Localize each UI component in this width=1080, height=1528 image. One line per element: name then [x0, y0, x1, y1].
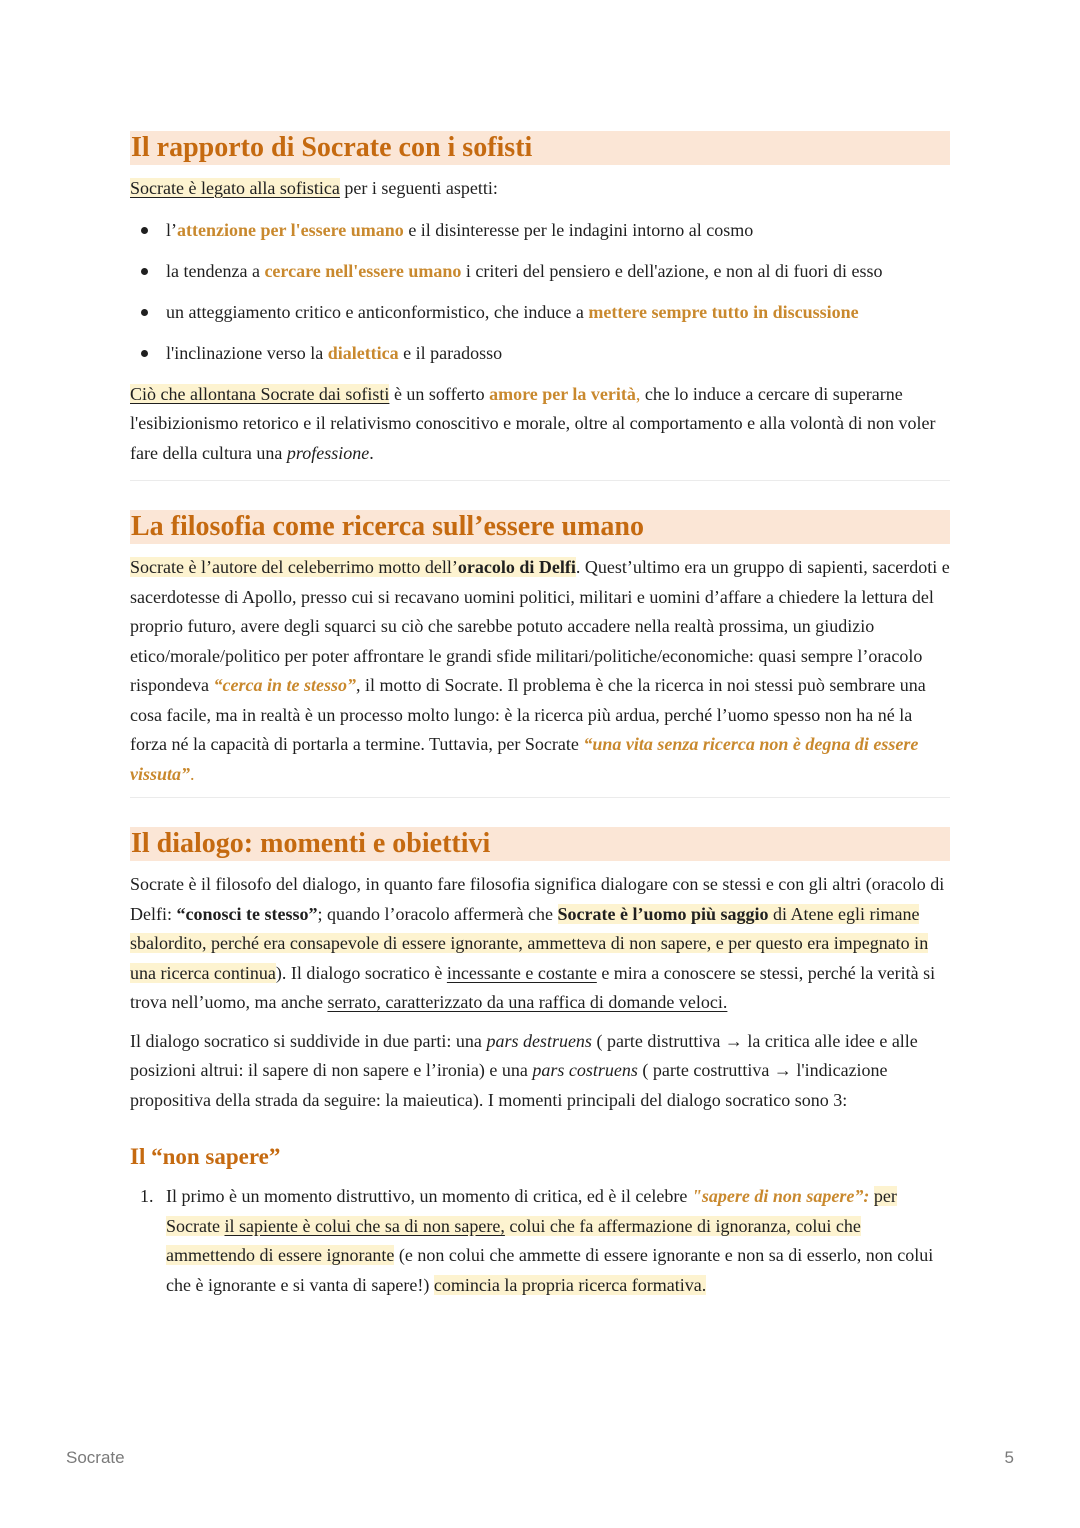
section2-paragraph: Socrate è l’autore del celeberrimo motto dell’oracolo di Delfi. Quest’ultimo era un gruppo di sapienti, sacerdoti e sacerdotesse di Apollo, presso cui si recavano uomini politici, militari e uomini d’affare a chiedere la lettura del proprio futuro, avere degli squarci su ciò che sarebbe potuto accadere nella realtà prossima, un giudizio etico/morale/politico per poter affrontare le grandi sfide militari/politiche/economiche: quasi sempre l’oracolo rispondeva “cerca in te stesso”, il motto di Socrate. Il problema è che la ricerca in noi stessi può sembrare una cosa facile, ma in realtà è un processo molto lungo: è la ricerca più ardua, perché l’uomo spesso non ha né la forza né la capacità di portarla a termine. Tuttavia, per Socrate “una vita senza ricerca non è degna di essere vissuta”. [130, 557, 950, 784]
section1-intro: Socrate è legato alla sofistica per i seguenti aspetti: [130, 178, 498, 198]
aspects-list [130, 216, 950, 369]
moments-list [130, 1182, 950, 1300]
footer-document-title: Socrate [66, 1448, 125, 1467]
page-number: 5 [1004, 1448, 1014, 1467]
section3-paragraph-1: Socrate è il filosofo del dialogo, in quanto fare filosofia significa dialogare con se stessi e con gli altri (oracolo di Delfi: “conosci te stesso”; quando l’oracolo affermerà che Socrate è l’uomo più saggio di Atene egli rimane sbalordito, perché era consapevole di essere ignorante, ammetteva di non sapere, e per questo era impegnato in una ricerca continua). Il dialogo socratico è incessante e costante e mira a conoscere se stessi, perché la verità si trova nell’uomo, ma anche serrato, caratterizzato da una raffica di domande veloci. [130, 874, 945, 1012]
section-title-sofisti: Il rapporto di Socrate con i sofisti [130, 131, 950, 165]
section3-paragraph-2: Il dialogo socratico si suddivide in due parti: una pars destruens ( parte distruttiva → la critica alle idee e alle posizioni altrui: il sapere di non sapere e l’ironia) e una pars costruens ( parte costruttiva → l'indicazione propositiva della strada da seguire: la maieutica). I momenti principali del dialogo socratico sono 3: [130, 1030, 918, 1110]
list-item: l'inclinazione verso la dialettica e il paradosso [130, 339, 950, 369]
section-title-dialogo: Il dialogo: momenti e obiettivi [130, 827, 950, 861]
section-title-filosofia: La filosofia come ricerca sull’essere umano [130, 510, 950, 544]
section1-paragraph: Ciò che allontana Socrate dai sofisti è un sofferto amore per la verità, che lo induce a cercare di superarne l'esibizionismo retorico e il relativismo conoscitivo e morale, oltre al comportamento e alla volontà di non voler fare della cultura una professione. [130, 383, 936, 463]
list-item: l’attenzione per l'essere umano e il disinteresse per le indagini intorno al cosmo [130, 216, 950, 246]
subsection-title-non-sapere: Il “non sapere” [130, 1144, 281, 1169]
list-item: 1. Il primo è un momento distruttivo, un momento di critica, ed è il celebre "sapere di non sapere”: per Socrate il sapiente è colui che sa di non sapere, colui che fa affermazione di ignoranza, colui che ammettendo di essere ignorante (e non colui che ammette di essere ignorante e non sa di esserlo, non colui che è ignorante e si vanta di sapere!) comincia la propria ricerca formativa. [140, 1186, 934, 1295]
list-item: la tendenza a cercare nell'essere umano i criteri del pensiero e dell'azione, e non al di fuori di esso [130, 257, 950, 287]
document-page [130, 0, 950, 1300]
list-item: un atteggiamento critico e anticonformistico, che induce a mettere sempre tutto in discussione [130, 298, 950, 328]
